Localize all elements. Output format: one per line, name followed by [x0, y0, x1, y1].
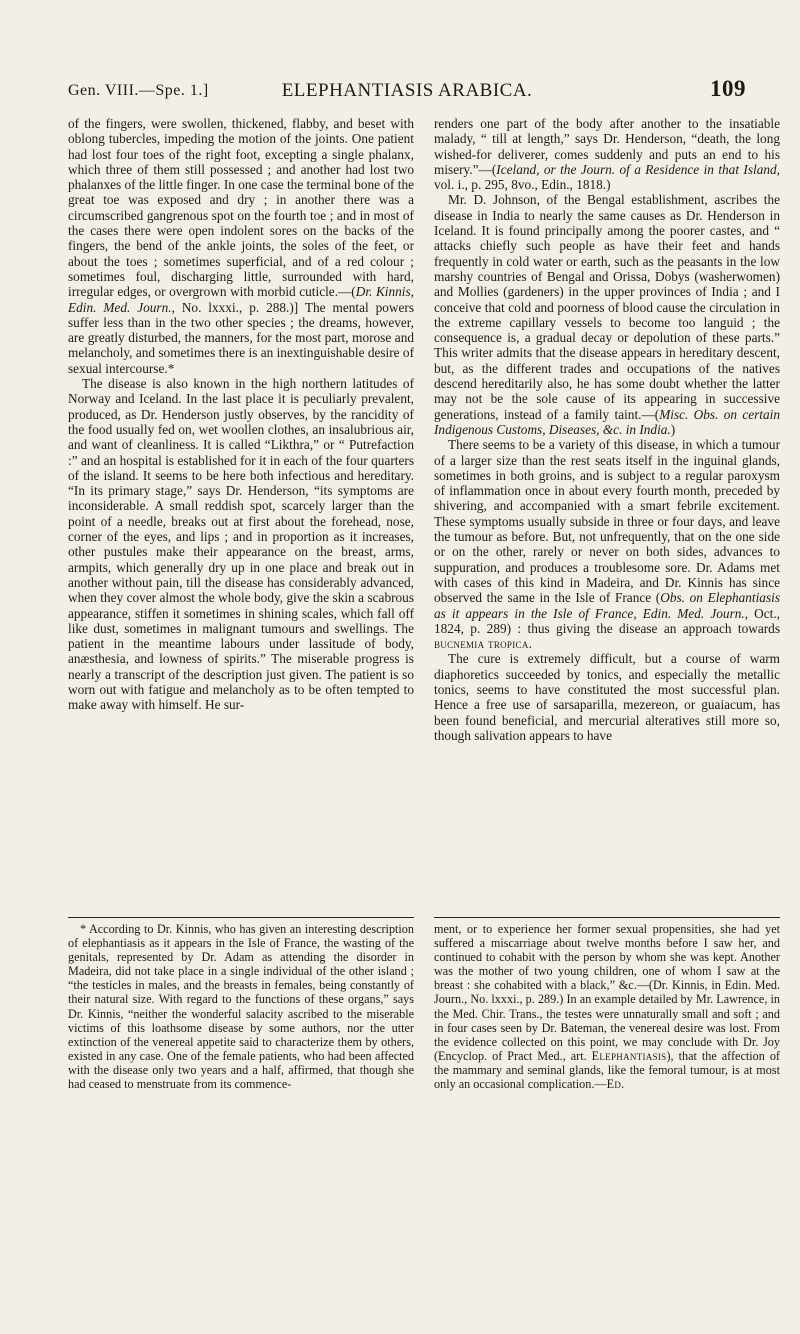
paragraph: The disease is also known in the high northern latitudes of Norway and Iceland. In the last place it is peculiarly prevalent, produced, as Dr. Henderson justly observes, by the rancidity of the food usually fed on, wet woollen clothes, an insalubrious air, and want of cleanliness. It is called “Likthra,” or “ Putrefaction :” and an hospital is established for it in each of the four quarters of the island. It seems to be here both infectious and hereditary. “In its primary stage,” says Dr. Henderson, “its symptoms are inconsiderable. A small reddish spot, scarcely larger than the point of a needle, breaks out at first about the forehead, nose, corner of the eyes, and lips ; and in proportion as it increases, other pustules make their appearance on the breast, arms, armpits, which generally dry up in one place and break out in another without pain, till the disease has considerably advanced, when they cover almost the whole body, give the skin a scabrous appearance, stiffen it sometimes in shining scales, which fall off like dust, sometimes in malignant tumours and swellings. The patient in the meantime labours under lassitude of body, anæsthesia, and lowness of spirits.” The miserable progress is nearly a transcript of the description just given. The patient is so worn out with fatigue and melancholy as to be often tempted to make away with himself. He sur- — [68, 376, 414, 713]
page-number: 109 — [710, 76, 746, 101]
footnote-left — [68, 917, 414, 1091]
footnote-rule — [68, 917, 414, 918]
running-header — [68, 76, 746, 106]
paragraph: The cure is extremely difficult, but a course of warm diaphoretics succeeded by tonics, and especially the metallic tonics, seems to have constituted the most successful plan. Hence a free use of sarsaparilla, mezereon, or guaiacum, has been found beneficial, and mercurial alteratives still more so, though salivation appears to have — [434, 651, 780, 743]
paragraph: Mr. D. Johnson, of the Bengal establishment, ascribes the disease in India to nearly the same causes as Dr. Henderson in Iceland. It is found principally among the poorer castes, and “ attacks chiefly such people as have their feet and hands frequently in cold water or earth, such as the peasants in the low marshy countries of Bengal and Orissa, Dobys (washerwomen) and Mollies (gardeners) in the upper provinces of India ; and I conceive that cold and poorness of blood cause the circulation in the extreme capillary vessels to become too languid ; the consequence is, a gradual decay or depolution of these parts.” This writer admits that the disease appears in hereditary descent, but, as the different trades and occupations of the natives descend hereditarily also, he has some doubt whether the latter may not be the sole cause of its appearing in successive generations, instead of a family taint.—(Misc. Obs. on certain Indigenous Customs, Diseases, &c. in India.) — [434, 192, 780, 437]
paragraph: There seems to be a variety of this disease, in which a tumour of a larger size than the rest seats itself in the inguinal glands, sometimes in both groins, and is subject to a regular paroxysm of inflammation once in about every fourth month, preceded by shivering, and accompanied with a smart febrile excitement. These symptoms usually subside in three or four days, and leave the tumour as before. But, not unfrequently, that on the one side or on the other, rarely or never on both sides, advances to suppuration, and produces a troublesome sore. Dr. Adams met with cases of this kind in Madeira, and Dr. Kinnis has since observed the same in the Isle of France (Obs. on Elephantiasis as it appears in the Isle of France, Edin. Med. Journ., Oct., 1824, p. 289) : thus giving the disease an approach towards bucnemia tropica. — [434, 437, 780, 652]
left-column — [68, 116, 414, 713]
citation: Iceland, or the Journ. of a Residence in that Island, — [496, 161, 780, 177]
paragraph: of the fingers, were swollen, thickened, flabby, and beset with oblong tubercles, impeding the motion of the joints. One patient had lost four toes of the right foot, excepting a single phalanx, which three of them still possessed ; and another had lost two phalanxes of the little finger. In one case the terminal bone of the great toe was exposed and dry ; in another there was a circumscribed gangrenous spot on the fourth toe ; and in most of the cases there were open indolent sores on the backs of the fingers, the bend of the ankle joints, the soles of the feet, or about the toes ; sometimes superficial, and of a red colour ; sometimes foul, discharging little, surrounded with hard, irregular edges, or overgrown with morbid cuticle.—(Dr. Kinnis, Edin. Med. Journ., No. lxxxi., p. 288.)] The mental powers suffer less than in the two other species ; the dreams, however, are greatly disturbed, the manners, for the most part, morose and melancholy, and sometimes there is an inextinguishable desire of sexual intercourse.* — [68, 116, 414, 376]
footnote-right — [434, 917, 780, 1091]
editor-signature: Ed. — [606, 1077, 625, 1092]
citation: Dr. Kinnis, Edin. Med. Journ. — [68, 284, 414, 315]
footnote-text: * According to Dr. Kinnis, who has given an interesting description of elephantiasis as it appears in the Isle of France, the wasting of the genitals, represented by Dr. Adam as attending the disorder in Madeira, did not take place in a single individual of the other island ; “the testicles in males, and the breasts in females, being constantly of their natural size. With regard to the functions of these organs,” says Dr. Kinnis, “neither the wonderful salacity ascribed to the miserable victims of this loathsome disease by some authors, nor the utter extinction of the venereal appetite said to characterize them by others, existed in any case. One of the female patients, who had been affected with the disease only two years and a half, affirmed, that though she had ceased to menstruate from its commence- — [68, 922, 414, 1092]
paragraph: renders one part of the body after another to the insatiable malady, “ till at length,” says Dr. Henderson, “death, the long wished-for deliverer, comes suddenly and puts an end to his misery.”—(Iceland, or the Journ. of a Residence in that Island, vol. i., p. 295, 8vo., Edin., 1818.) — [434, 116, 780, 193]
small-caps-term: Elephantiasis — [591, 1048, 667, 1063]
footnote-text: ment, or to experience her former sexual propensities, she had yet suffered a miscarriage about twelve months before I saw her, and continued to cohabit with the person by whom she was kept. Another was the mother of two young children, one of whom I saw at the breast : she cohabited with a black,” &c.—(Dr. Kinnis, in Edin. Med. Journ., No. lxxxi., p. 289.) In an example detailed by Mr. Lawrence, in the Med. Chir. Trans., the testes were unnaturally small and soft ; and in four cases seen by Dr. Bateman, the venereal desire was lost. From the evidence collected on this point, we may conclude with Dr. Joy (Encyclop. of Pract Med., art. Elephantiasis), that the affection of the mammary and seminal glands, like the femoral tumour, is at most only an occasional complication.—Ed. — [434, 922, 780, 1092]
citation: Misc. Obs. on certain Indigenous Customs, Diseases, &c. in India. — [434, 406, 780, 437]
running-title: ELEPHANTIASIS ARABICA. — [281, 80, 533, 101]
right-column — [434, 116, 780, 743]
footnote-rule — [434, 917, 780, 918]
citation: Obs. on Elephantiasis as it appears in the Isle of France, Edin. Med. Journ. — [434, 590, 780, 621]
small-caps-term: bucnemia tropica — [434, 636, 529, 652]
running-head-left: Gen. VIII.—Spe. 1.] — [68, 82, 209, 99]
